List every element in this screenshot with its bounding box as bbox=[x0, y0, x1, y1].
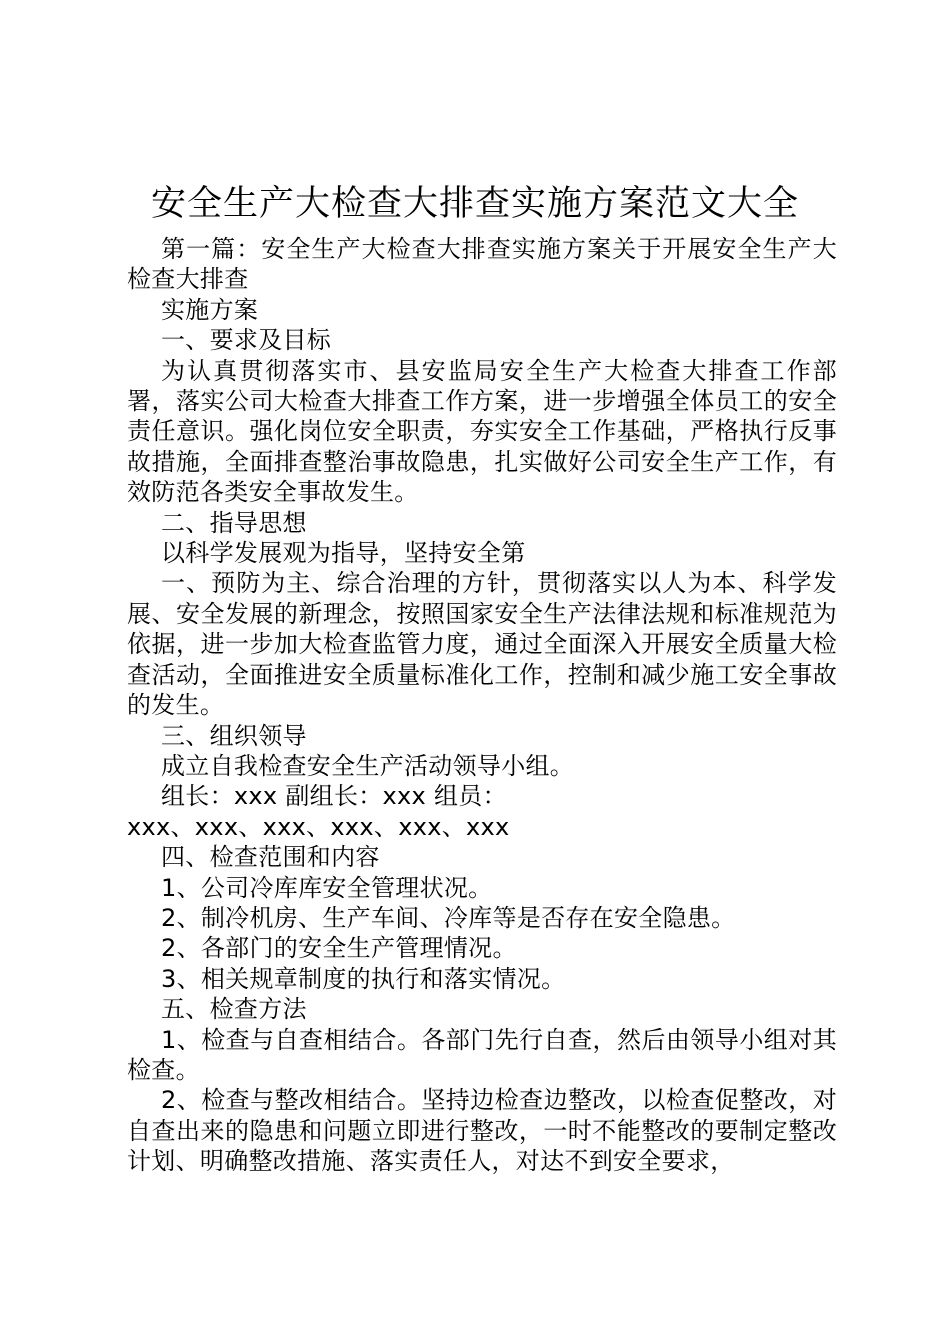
paragraph-goals: 为认真贯彻落实市、县安监局安全生产大检查大排查工作部署，落实公司大检查大排查工作方案，进一步增强全体员工的安全责任意识。强化岗位安全职责，夯实安全工作基础，严格执行反事故措施，全面排查整治事故隐患，扎实做好公司安全生产工作，有效防范各类安全事故发生。 bbox=[127, 356, 837, 507]
document-title: 安全生产大检查大排查实施方案范文大全 bbox=[150, 184, 799, 224]
section-heading-leadership: 三、组织领导 bbox=[161, 721, 307, 750]
list-item-scope-4: 3、相关规章制度的执行和落实情况。 bbox=[161, 964, 566, 993]
section-heading-scope: 四、检查范围和内容 bbox=[161, 843, 380, 872]
section-heading-guidance: 二、指导思想 bbox=[161, 508, 307, 537]
list-item-scope-1: 1、公司冷库库安全管理状况。 bbox=[161, 873, 493, 902]
section-heading-methods: 五、检查方法 bbox=[161, 995, 307, 1024]
paragraph-guidance: 一、预防为主、综合治理的方针，贯彻落实以人为本、科学发展、安全发展的新理念，按照国家安全生产法律法规和标准规范为依据，进一步加大检查监管力度，通过全面深入开展安全质量大检查活动，全面推进安全质量标准化工作，控制和减少施工安全事故的发生。 bbox=[127, 569, 837, 720]
paragraph-leadership-group: 成立自我检查安全生产活动领导小组。 bbox=[161, 751, 575, 780]
list-item-method-2: 2、检查与整改相结合。坚持边检查边整改，以检查促整改，对自查出来的隐患和问题立即进行整改，一时不能整改的要制定整改计划、明确整改措施、落实责任人，对达不到安全要求， bbox=[127, 1086, 837, 1176]
paragraph-guidance-intro: 以科学发展观为指导，坚持安全第 bbox=[161, 539, 526, 568]
list-item-scope-3: 2、各部门的安全生产管理情况。 bbox=[161, 934, 517, 963]
section-heading-goals: 一、要求及目标 bbox=[161, 326, 332, 355]
paragraph-leadership-members: xxx、xxx、xxx、xxx、xxx、xxx bbox=[127, 812, 510, 841]
list-item-method-1: 1、检查与自查相结合。各部门先行自查，然后由领导小组对其检查。 bbox=[127, 1025, 837, 1084]
paragraph-leadership-roles: 组长：xxx 副组长：xxx 组员： bbox=[161, 782, 507, 811]
list-item-scope-2: 2、制冷机房、生产车间、冷库等是否存在安全隐患。 bbox=[161, 903, 736, 932]
paragraph-plan-label: 实施方案 bbox=[161, 295, 259, 324]
document-body bbox=[127, 234, 837, 1177]
paragraph-chapter-heading: 第一篇：安全生产大检查大排查实施方案关于开展安全生产大检查大排查 bbox=[127, 235, 837, 294]
